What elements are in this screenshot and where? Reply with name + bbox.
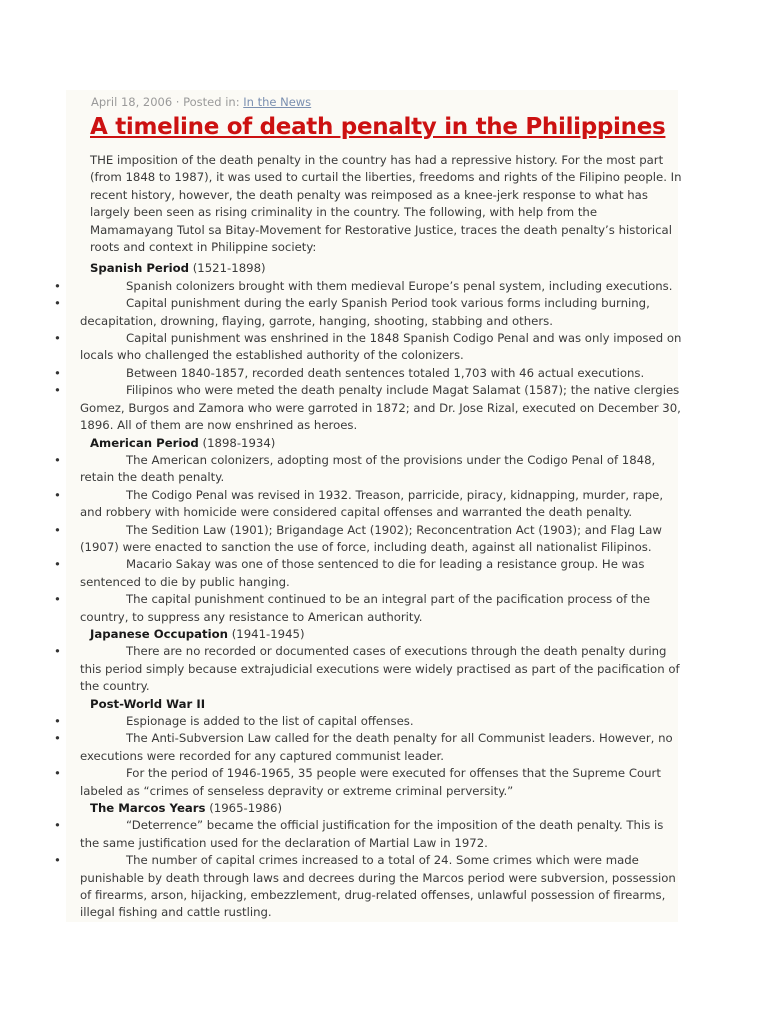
timeline-item: • Capital punishment was enshrined in the 1848 Spanish Codigo Penal and was only imposed on locals who challenged the established authority of the colonizers.	[80, 330, 682, 365]
timeline-item: • There are no recorded or documented cases of executions through the death penalty during this period simply because extrajudicial executions were widely practised as part of the pacification of the country.	[80, 643, 682, 695]
period-range: (1521-1898)	[192, 261, 266, 276]
period-name: Post-World War II	[90, 696, 206, 711]
period-range: (1965-1986)	[209, 801, 283, 816]
category-link[interactable]: In the News	[243, 95, 312, 109]
timeline-item: • The American colonizers, adopting most of the provisions under the Codigo Penal of 1848, retain the death penalty.	[80, 452, 682, 487]
timeline-item: • The Sedition Law (1901); Brigandage Act (1902); Reconcentration Act (1903); and Flag Law (1907) were enacted to sanction the use of force, including death, against all nationalist Filipinos.	[80, 522, 682, 557]
timeline-item: • Macario Sakay was one of those sentenced to die for leading a resistance group. He was sentenced to die by public hanging.	[80, 556, 682, 591]
timeline-item: • The Anti-Subversion Law called for the death penalty for all Communist leaders. However, no executions were recorded for any captured communist leader.	[80, 730, 682, 765]
period-name: The Marcos Years	[90, 801, 206, 816]
period-name: Spanish Period	[90, 261, 190, 276]
timeline-item: • The number of capital crimes increased to a total of 24. Some crimes which were made punishable by death through laws and decrees during the Marcos period were subversion, possession of firearms, arson, hijacking, embezzlement, drug-related offenses, unlawful possession of firearms, illegal fishing and cattle rustling.	[80, 852, 682, 922]
timeline-item: • Between 1840-1857, recorded death sentences totaled 1,703 with 46 actual executions.	[80, 365, 682, 382]
period-range: (1941-1945)	[231, 626, 305, 641]
intro-paragraph: THE imposition of the death penalty in the country has had a repressive history. For the most part (from 1848 to 1987), it was used to curtail the liberties, freedoms and rights of the Filipino people. In recent history, however, the death penalty was reimposed as a knee-jerk response to what has largely been seen as rising criminality in the country. The following, with help from the Mamamayang Tutol sa Bitay-Movement for Restorative Justice, traces the death penalty’s historical roots and context in Philippine society:	[90, 153, 682, 255]
timeline-item: • The capital punishment continued to be an integral part of the pacification process of the country, to suppress any resistance to American authority.	[80, 591, 682, 626]
period-heading	[90, 260, 682, 277]
article-title[interactable]: A timeline of death penalty in the Philippines	[90, 114, 666, 140]
period-list	[80, 278, 682, 435]
period-name: American Period	[90, 435, 199, 450]
timeline	[80, 260, 682, 921]
timeline-item: • The Codigo Penal was revised in 1932. Treason, parricide, piracy, kidnapping, murder, rape, and robbery with homicide were considered capital offenses and warranted the death penalty.	[80, 487, 682, 522]
period-heading	[90, 696, 682, 713]
timeline-item: • Spanish colonizers brought with them medieval Europe’s penal system, including executions.	[80, 278, 682, 295]
period-range: (1898-1934)	[202, 435, 276, 450]
article-body	[80, 152, 682, 922]
timeline-item: • Filipinos who were meted the death penalty include Magat Salamat (1587); the native clergies Gomez, Burgos and Zamora who were garroted in 1872; and Dr. Jose Rizal, executed on December 30, 1896. All of them are now enshrined as heroes.	[80, 382, 682, 434]
period-heading	[90, 800, 682, 817]
timeline-item: • For the period of 1946-1965, 35 people were executed for offenses that the Supreme Court labeled as “crimes of senseless depravity or extreme criminal perversity.”	[80, 765, 682, 800]
period-list	[80, 713, 682, 800]
period-list	[80, 817, 682, 921]
timeline-item: • Capital punishment during the early Spanish Period took various forms including burning, decapitation, drowning, flaying, garrote, hanging, shooting, stabbing and others.	[80, 295, 682, 330]
period-list	[80, 643, 682, 695]
post-date: April 18, 2006 · Posted in:	[91, 95, 244, 109]
period-list	[80, 452, 682, 626]
timeline-item: • “Deterrence” became the official justification for the imposition of the death penalty. This is the same justification used for the declaration of Martial Law in 1972.	[80, 817, 682, 852]
post-meta	[91, 95, 311, 109]
period-name: Japanese Occupation	[90, 626, 228, 641]
timeline-item: • Espionage is added to the list of capital offenses.	[80, 713, 682, 730]
period-heading	[90, 626, 682, 643]
period-heading	[90, 435, 682, 452]
